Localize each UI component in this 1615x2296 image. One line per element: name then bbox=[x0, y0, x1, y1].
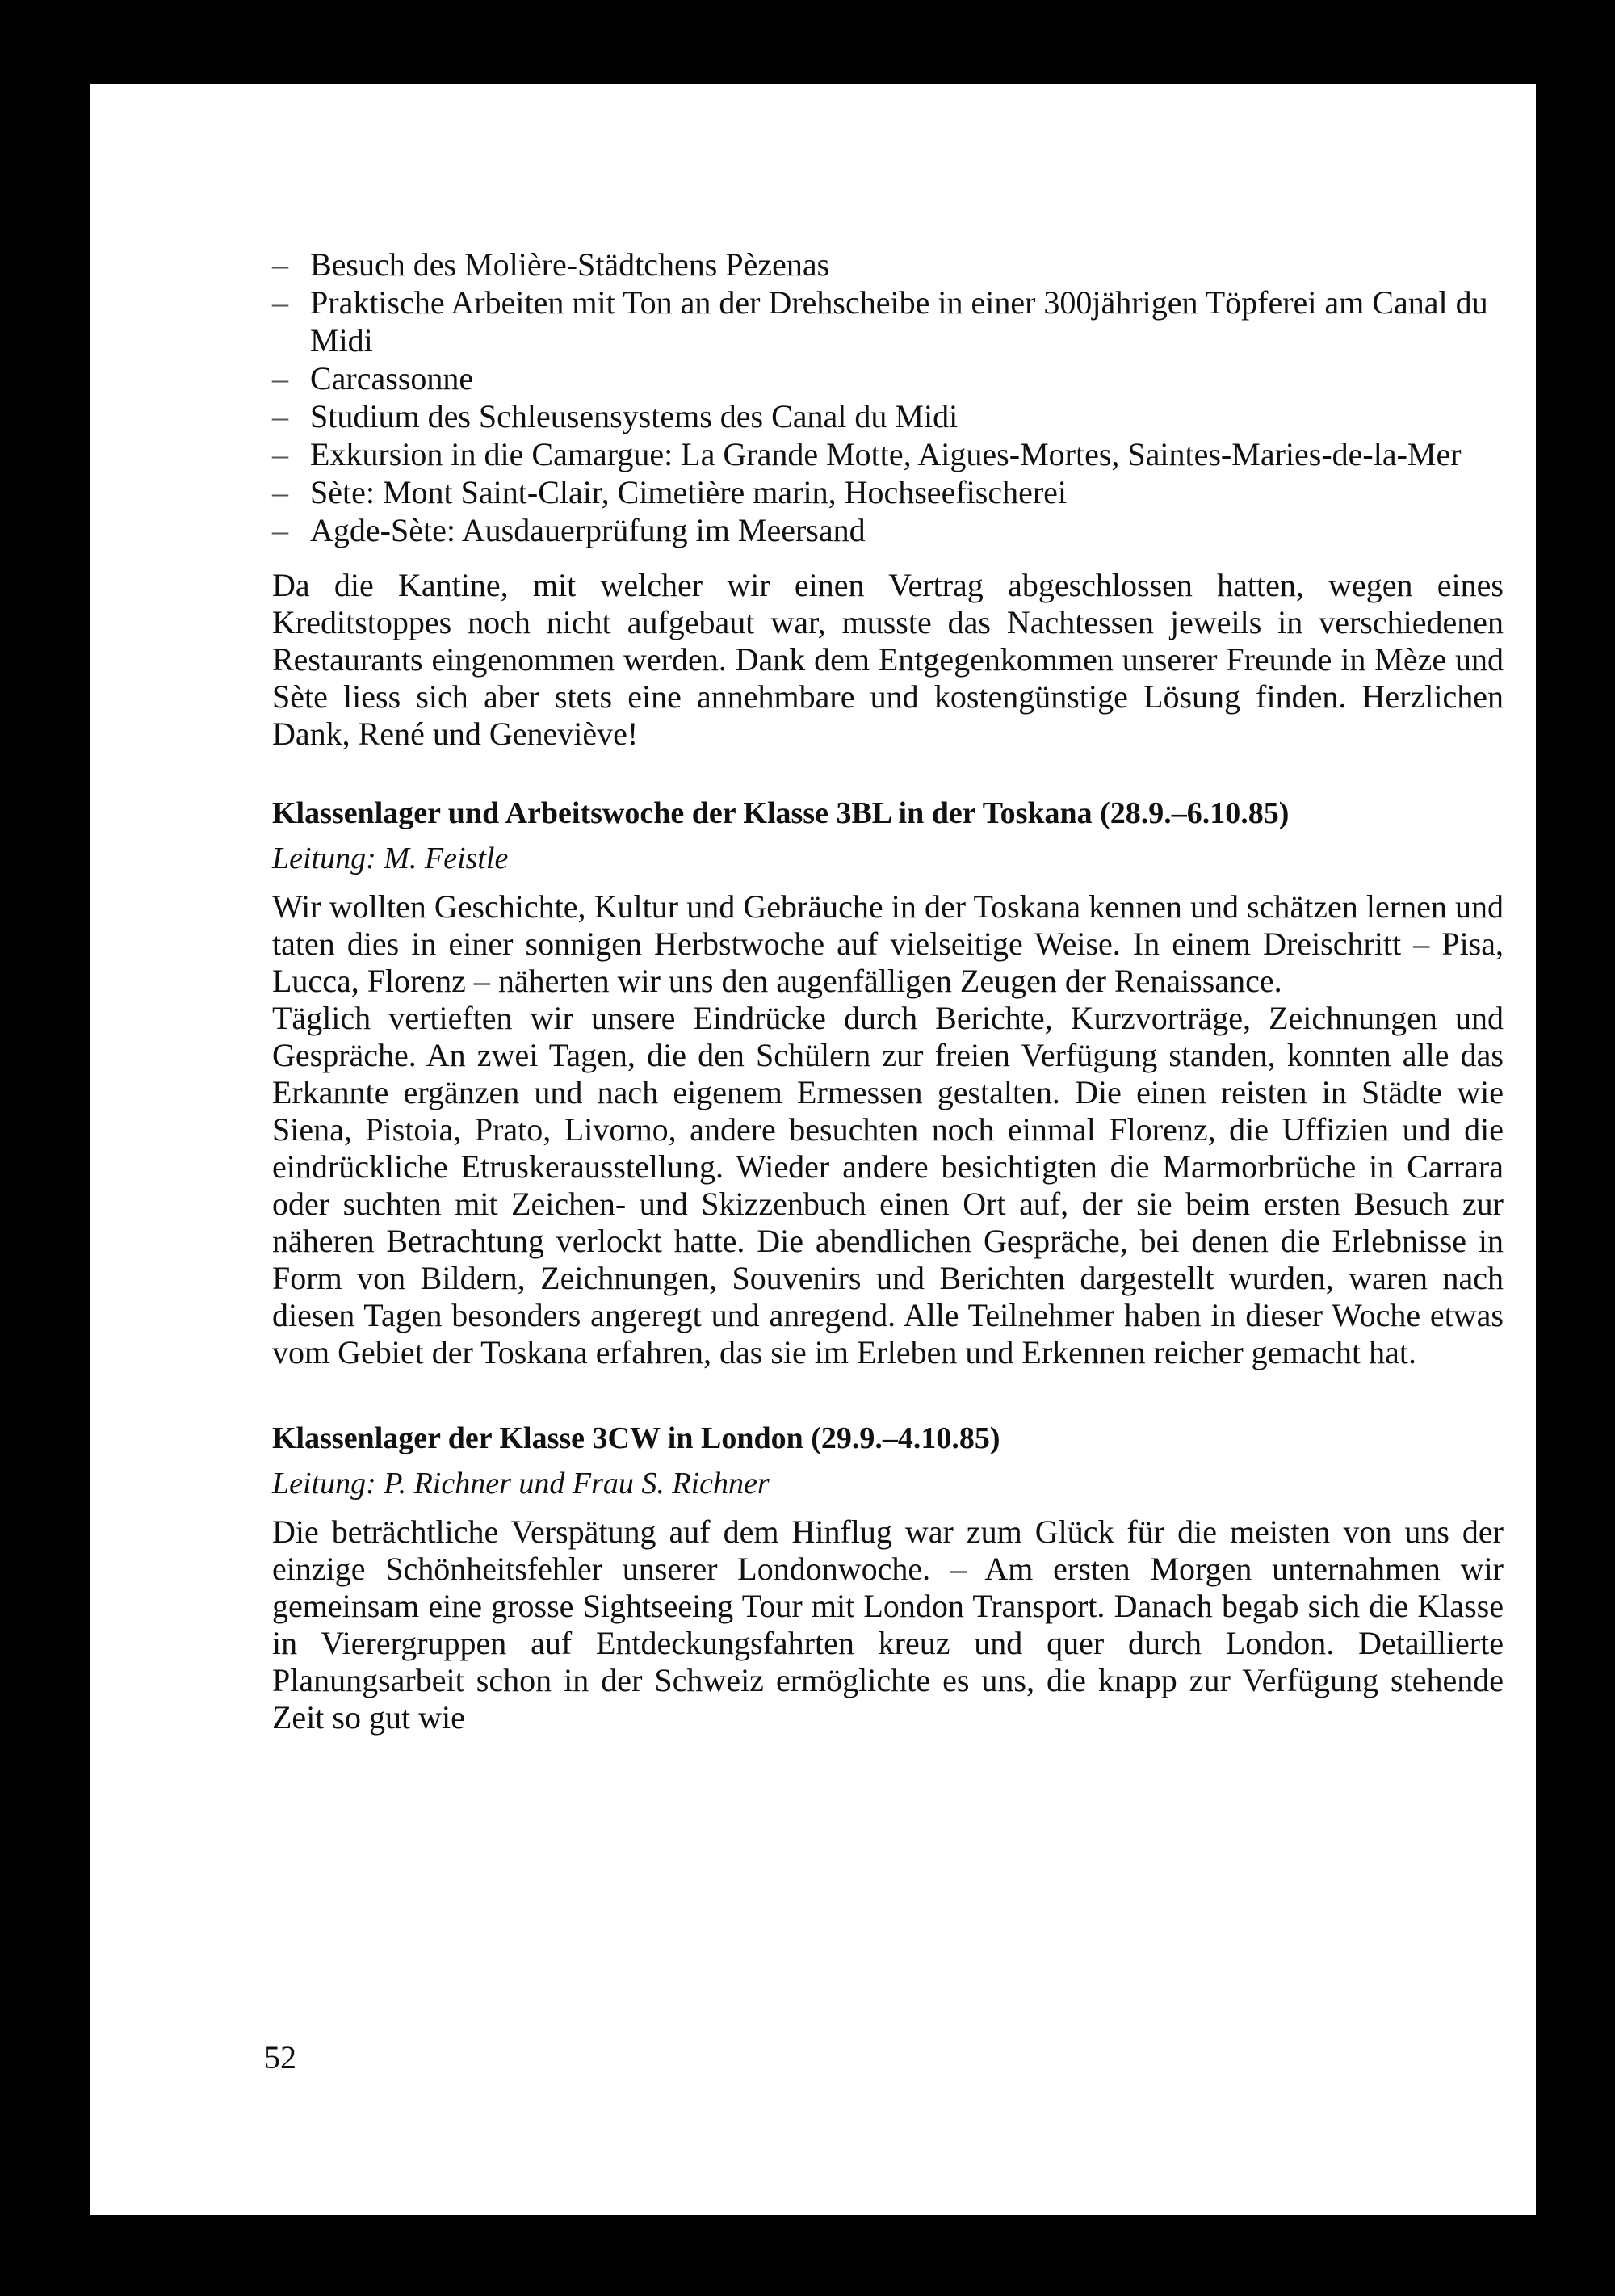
paragraph: Die beträchtliche Verspätung auf dem Hinflug war zum Glück für die meisten von uns der einzige Schönheitsfehler unserer Londonwoche. – Am ersten Morgen unternahmen wir gemeinsam eine grosse Sightseeing Tour mit London Transport. Danach begab sich die Klasse in Vierergruppen auf Entdeckungsfahrten kreuz und quer durch London. Detaillierte Planungsarbeit schon in der Schweiz ermöglichte es uns, die knapp zur Verfügung stehende Zeit so gut wie bbox=[272, 1513, 1504, 1736]
section-leitung-london: Leitung: P. Richner und Frau S. Richner bbox=[272, 1467, 770, 1501]
section-leitung-toskana: Leitung: M. Feistle bbox=[272, 842, 509, 875]
list-item: – Praktische Arbeiten mit Ton an der Drehscheibe in einer 300jährigen Töpferei am Canal du Midi bbox=[272, 283, 1504, 359]
list-item: – Studium des Schleusensystems des Canal du Midi bbox=[272, 397, 1504, 435]
intro-paragraph: Da die Kantine, mit welcher wir einen Vertrag abgeschlossen hatten, wegen eines Kreditstoppes noch nicht aufgebaut war, musste das Nachtessen jeweils in verschiedenen Restaurants eingenommen werden. Dank dem Entgegenkommen unserer Freunde in Mèze und Sète liess sich aber stets eine annehmbare und kostengünstige Lösung finden. Herzlichen Dank, René und Geneviève! bbox=[272, 567, 1504, 752]
list-item: – Carcassonne bbox=[272, 359, 1504, 397]
list-item: – Sète: Mont Saint-Clair, Cimetière marin, Hochseefischerei bbox=[272, 473, 1504, 511]
section-heading-toskana: Klassenlager und Arbeitswoche der Klasse 3BL in der Toskana (28.9.–6.10.85) bbox=[272, 796, 1290, 830]
paragraph: Wir wollten Geschichte, Kultur und Gebräuche in der Toskana kennen und schätzen lernen und taten dies in einer sonnigen Herbstwoche auf vielseitige Weise. In einem Dreischritt – Pisa, Lucca, Florenz – näherten wir uns den augenfälligen Zeugen der Renaissance. bbox=[272, 888, 1504, 999]
section-heading-london: Klassenlager der Klasse 3CW in London (29.9.–4.10.85) bbox=[272, 1421, 1000, 1455]
list-item: – Besuch des Molière-Städtchens Pèzenas bbox=[272, 246, 1504, 283]
paragraph: Täglich vertieften wir unsere Eindrücke durch Berichte, Kurzvorträge, Zeichnungen und Gespräche. An zwei Tagen, die den Schülern zur freien Verfügung standen, konnten alle das Erkannte ergänzen und nach eigenem Ermessen gestalten. Die einen reisten in Städte wie Siena, Pistoia, Prato, Livorno, andere besuchten noch einmal Florenz, die Uffizien und die eindrückliche Etruskerausstellung. Wieder andere besichtigten die Marmorbrüche in Carrara oder suchten mit Zeichen- und Skizzenbuch einen Ort auf, der sie beim ersten Besuch zur näheren Betrachtung verlockt hatte. Die abendlichen Gespräche, bei denen die Erlebnisse in Form von Bildern, Zeichnungen, Souvenirs und Berichten dargestellt wurden, waren nach diesen Tagen besonders angeregt und anregend. Alle Teilnehmer haben in dieser Woche etwas vom Gebiet der Toskana erfahren, das sie im Erleben und Erkennen reicher gemacht hat. bbox=[272, 1000, 1504, 1370]
list-item: – Agde-Sète: Ausdauerprüfung im Meersand bbox=[272, 511, 1504, 549]
activity-list bbox=[272, 246, 1504, 549]
page-content bbox=[272, 246, 1504, 1736]
page-sheet bbox=[90, 84, 1536, 2215]
page-number: 52 bbox=[264, 2039, 296, 2076]
list-item: – Exkursion in die Camargue: La Grande Motte, Aigues-Mortes, Saintes-Maries-de-la-Mer bbox=[272, 435, 1504, 473]
